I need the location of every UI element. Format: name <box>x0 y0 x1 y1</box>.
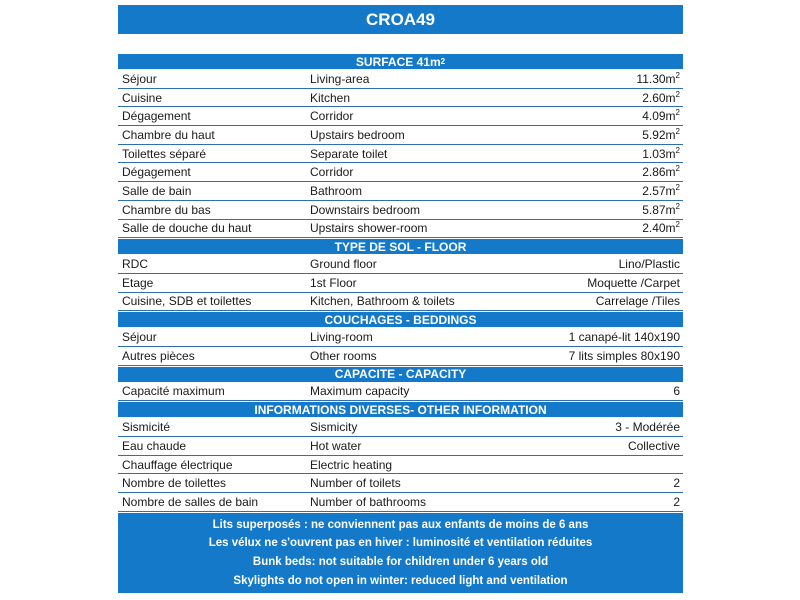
row-label-fr: Dégagement <box>122 109 191 124</box>
info-rows <box>118 418 683 511</box>
row-label-en: Other rooms <box>310 348 377 363</box>
row-value <box>510 384 683 398</box>
table-row <box>118 126 683 145</box>
row-value <box>510 495 683 509</box>
row-value <box>510 203 683 217</box>
row-label-fr: Cuisine <box>122 90 163 105</box>
row-value-text: Moquette /Carpet <box>587 275 680 290</box>
row-label-fr: Séjour <box>122 330 157 345</box>
row-label-en: Number of toilets <box>310 476 401 491</box>
row-value <box>510 257 683 271</box>
notes-panel <box>118 513 683 593</box>
floor-rows <box>118 255 683 311</box>
row-label-en: Upstairs bedroom <box>310 127 405 142</box>
row-value-text: 7 lits simples 80x190 <box>568 348 680 363</box>
row-label-en: Bathroom <box>310 183 363 198</box>
section-header-capacity: CAPACITE - CAPACITY <box>118 366 683 383</box>
section-header-beddings: COUCHAGES - BEDDINGS <box>118 311 683 328</box>
row-value-text: 4.09m <box>642 109 676 124</box>
row-label-fr: Capacité maximum <box>122 384 225 399</box>
section-header-surface: SURFACE 41m 2 <box>118 53 683 70</box>
row-label-fr: Autres pièces <box>122 348 195 363</box>
table-row <box>118 437 683 456</box>
table-row <box>118 274 683 293</box>
row-value <box>510 420 683 434</box>
row-label-fr: Toilettes séparé <box>122 146 207 161</box>
row-value-text: 2.57m <box>642 183 676 198</box>
table-row <box>118 145 683 164</box>
row-value <box>510 72 683 86</box>
row-label-en: Upstairs shower-room <box>310 221 428 236</box>
row-value-text: Carrelage /Tiles <box>595 294 680 309</box>
row-label-en: 1st Floor <box>310 275 357 290</box>
row-value-text: 2 <box>673 476 680 491</box>
row-label-fr: Chauffage électrique <box>122 457 233 472</box>
row-value-sup: 2 <box>675 164 680 174</box>
row-label-fr: Nombre de toilettes <box>122 476 227 491</box>
row-label-fr: Chambre du bas <box>122 202 211 217</box>
row-value-sup: 2 <box>675 126 680 136</box>
row-value <box>510 128 683 142</box>
note-line: Skylights do not open in winter: reduced light and ventilation <box>233 574 568 587</box>
row-label-en: Kitchen, Bathroom & toilets <box>310 294 455 309</box>
row-label-en: Separate toilet <box>310 146 388 161</box>
row-value-text: 5.87m <box>642 202 676 217</box>
table-row <box>118 456 683 475</box>
row-value-sup: 2 <box>675 220 680 230</box>
row-value-text: 2 <box>673 494 680 509</box>
property-sheet <box>118 5 683 593</box>
table-row <box>118 107 683 126</box>
row-value-text: 1 canapé-lit 140x190 <box>568 330 680 345</box>
row-value-text: 3 - Modérée <box>615 420 680 435</box>
table-row <box>118 70 683 89</box>
spacer <box>118 34 683 53</box>
table-row <box>118 293 683 312</box>
row-value-text: 5.92m <box>642 127 676 142</box>
table-row <box>118 255 683 274</box>
row-label-en: Corridor <box>310 109 354 124</box>
row-label-en: Hot water <box>310 438 362 453</box>
table-row <box>118 163 683 182</box>
property-title: CROA49 <box>118 5 683 34</box>
row-value <box>510 439 683 453</box>
surface-header-text: SURFACE 41m <box>355 54 441 69</box>
row-value-text: Lino/Plastic <box>618 257 680 272</box>
row-label-en: Living-room <box>310 330 373 345</box>
row-value <box>510 221 683 235</box>
row-label-en: Sismicity <box>310 420 358 435</box>
row-label-fr: Séjour <box>122 71 157 86</box>
table-row <box>118 89 683 108</box>
surface-rows <box>118 70 683 238</box>
row-label-fr: Dégagement <box>122 165 191 180</box>
row-label-en: Maximum capacity <box>310 384 410 399</box>
table-row <box>118 418 683 437</box>
beddings-rows <box>118 328 683 365</box>
row-label-fr: Sismicité <box>122 420 171 435</box>
row-label-fr: Salle de bain <box>122 183 192 198</box>
row-label-fr: Etage <box>122 275 154 290</box>
table-row <box>118 383 683 402</box>
row-value-text: 2.86m <box>642 165 676 180</box>
row-value <box>510 476 683 490</box>
section-header-info: INFORMATIONS DIVERSES- OTHER INFORMATION <box>118 401 683 418</box>
row-label-fr: RDC <box>122 257 148 272</box>
row-value-sup: 2 <box>675 182 680 192</box>
row-value-sup: 2 <box>675 89 680 99</box>
row-value-sup: 2 <box>675 108 680 118</box>
capacity-rows <box>118 383 683 402</box>
row-label-en: Living-area <box>310 71 370 86</box>
note-line: Lits superposés : ne conviennent pas aux enfants de moins de 6 ans <box>212 518 589 531</box>
row-value <box>510 91 683 105</box>
row-value <box>510 147 683 161</box>
row-value-text: 1.03m <box>642 146 676 161</box>
row-value <box>510 349 683 363</box>
row-label-en: Kitchen <box>310 90 351 105</box>
row-label-fr: Cuisine, SDB et toilettes <box>122 294 252 309</box>
row-label-fr: Salle de douche du haut <box>122 221 252 236</box>
row-value-text: Collective <box>627 438 680 453</box>
section-header-floor: TYPE DE SOL - FLOOR <box>118 238 683 255</box>
row-value <box>510 330 683 344</box>
table-row <box>118 182 683 201</box>
row-value-sup: 2 <box>675 201 680 211</box>
table-row <box>118 474 683 493</box>
row-value-sup: 2 <box>675 145 680 155</box>
table-row <box>118 201 683 220</box>
row-label-en: Corridor <box>310 165 354 180</box>
row-value <box>510 109 683 123</box>
row-label-fr: Chambre du haut <box>122 127 215 142</box>
row-value-text: 2.60m <box>642 90 676 105</box>
row-label-en: Electric heating <box>310 457 393 472</box>
row-value-text: 11.30m <box>636 71 676 86</box>
table-row <box>118 220 683 239</box>
row-label-fr: Nombre de salles de bain <box>122 494 259 509</box>
table-row <box>118 328 683 347</box>
row-value <box>510 294 683 308</box>
row-value-text: 6 <box>673 384 680 399</box>
note-line: Les vélux ne s'ouvrent pas en hiver : luminosité et ventilation réduites <box>208 537 593 550</box>
row-value-text: 2.40m <box>642 221 676 236</box>
row-value <box>510 184 683 198</box>
row-label-en: Ground floor <box>310 257 377 272</box>
row-value <box>510 165 683 179</box>
row-value <box>510 276 683 290</box>
table-row <box>118 347 683 366</box>
note-line: Bunk beds: not suitable for children under 6 years old <box>252 555 549 568</box>
row-label-fr: Eau chaude <box>122 438 187 453</box>
row-label-en: Downstairs bedroom <box>310 202 421 217</box>
table-row <box>118 493 683 512</box>
row-label-en: Number of bathrooms <box>310 494 427 509</box>
row-value-sup: 2 <box>675 70 680 80</box>
